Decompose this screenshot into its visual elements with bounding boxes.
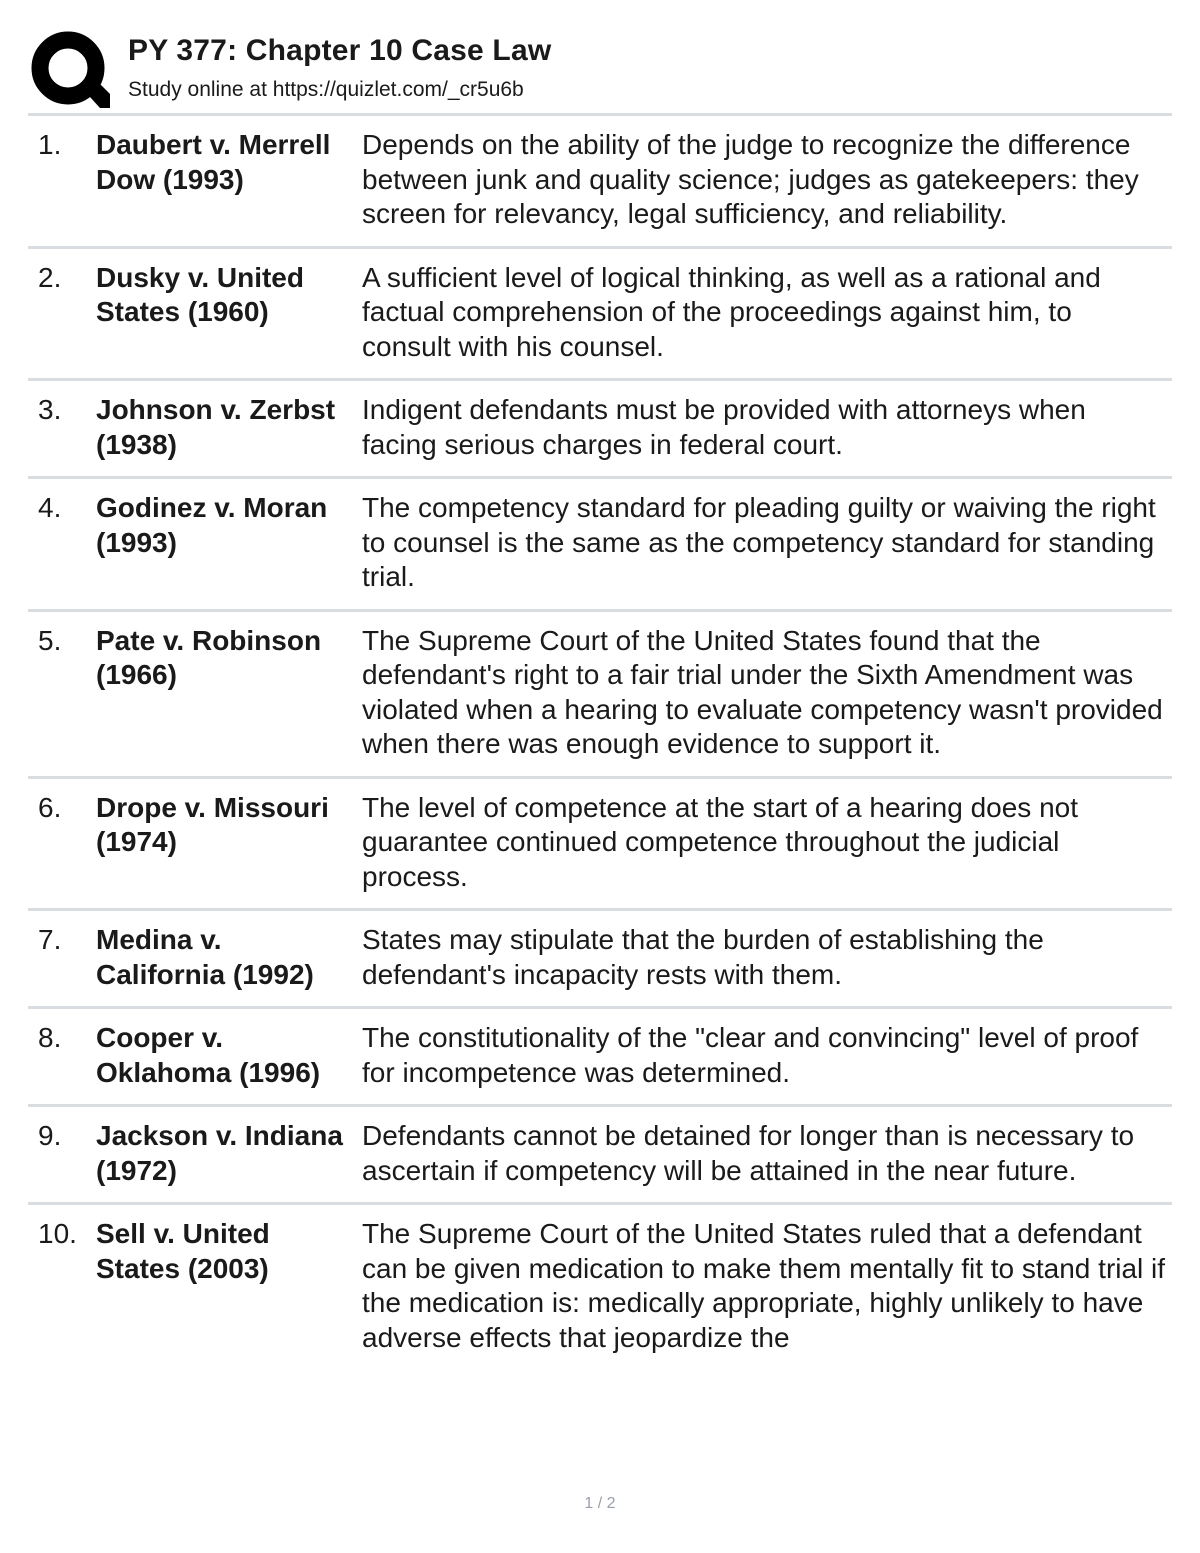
card-row [28,249,1172,382]
card-row [28,116,1172,249]
card-number: 8. [38,1022,62,1053]
card-row [28,1009,1172,1107]
card-number: 4. [38,492,62,523]
page-indicator: 1 / 2 [584,1495,616,1512]
card-term: Jackson v. Indiana (1972) [96,1120,343,1186]
card-definition: The constitutionality of the "clear and convincing" level of proof for incompetence was determined. [362,1022,1139,1088]
card-definition: Defendants cannot be detained for longer than is necessary to ascertain if competency will be attained in the near future. [362,1120,1135,1186]
card-definition: The level of competence at the start of a hearing does not guarantee continued competence throughout the judicial process. [362,791,1078,892]
card-term: Pate v. Robinson (1966) [96,624,322,690]
card-term: Johnson v. Zerbst (1938) [96,394,336,460]
card-row [28,1205,1172,1369]
card-term: Drope v. Missouri (1974) [96,791,329,857]
card-definition: A sufficient level of logical thinking, as well as a rational and factual comprehension of the proceedings against him, to consult with his counsel. [362,261,1101,362]
card-term: Dusky v. United States (1960) [96,261,304,327]
card-row [28,779,1172,912]
card-number: 2. [38,261,62,293]
card-term: Medina v. California (1992) [96,924,314,990]
page-header [28,22,1172,114]
card-number: 5. [38,624,62,656]
card-number: 6. [38,791,62,823]
card-number: 10. [38,1218,77,1249]
card-term: Godinez v. Moran (1993) [96,492,328,558]
card-definition: The Supreme Court of the United States found that the defendant's right to a fair trial under the Sixth Amendment was violated when a hearing to evaluate competency wasn't provided when there was enough evidence to support it. [362,624,1163,759]
card-definition: Indigent defendants must be provided with attorneys when facing serious charges in federal court. [362,394,1086,460]
page-title: PY 377: Chapter 10 Case Law [128,34,552,67]
card-row [28,911,1172,1009]
card-definition: The competency standard for pleading guilty or waiving the right to counsel is the same as the competency standard for standing trial. [362,492,1156,592]
card-term: Daubert v. Merrell Dow (1993) [96,129,331,195]
card-term: Sell v. United States (2003) [96,1218,270,1284]
study-online-link[interactable]: Study online at https://quizlet.com/_cr5u6b [128,78,524,101]
card-number: 3. [38,394,62,425]
card-row [28,381,1172,479]
card-term: Cooper v. Oklahoma (1996) [96,1022,321,1088]
card-definition: States may stipulate that the burden of establishing the defendant's incapacity rests with them. [362,924,1044,990]
card-definition: The Supreme Court of the United States ruled that a defendant can be given medication to make them mentally fit to stand trial if the medication is: medically appropriate, highly unlikely to have adverse effects that jeopardize the [362,1218,1166,1353]
card-number: 7. [38,924,62,955]
quizlet-logo-icon [30,30,110,110]
card-number: 1. [38,129,62,160]
flashcard-list [28,113,1172,1369]
card-number: 9. [38,1120,62,1151]
card-row [28,1107,1172,1205]
card-row [28,612,1172,779]
card-row [28,479,1172,612]
card-definition: Depends on the ability of the judge to recognize the difference between junk and quality science; judges as gatekeepers: they screen for relevancy, legal sufficiency, and reliability. [362,129,1139,229]
